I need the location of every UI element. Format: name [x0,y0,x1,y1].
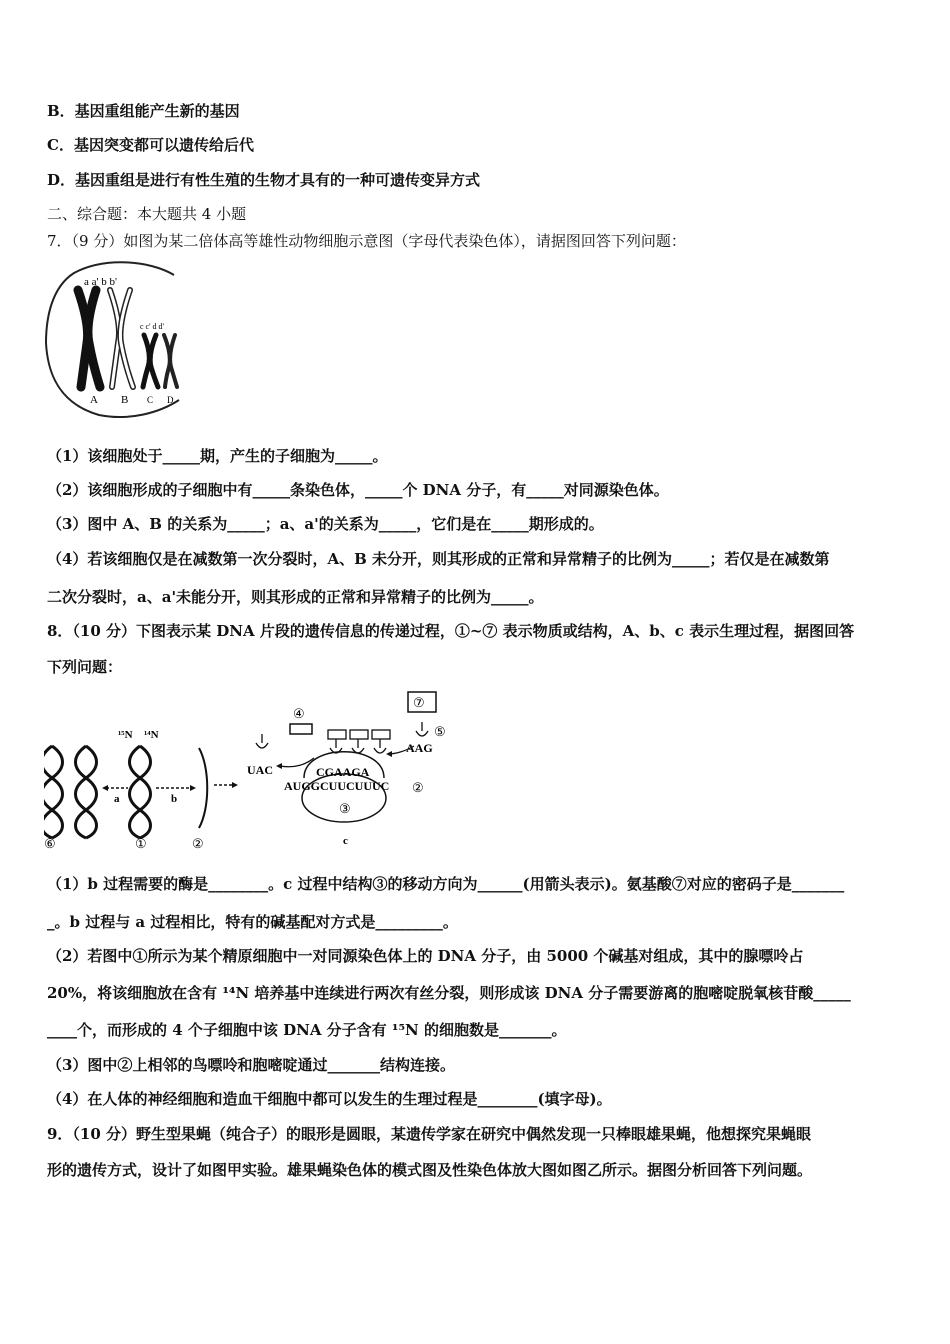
dna-helix-left-2 [76,746,97,838]
q9-stem-line2: 形的遗传方式，设计了如图甲实验。雄果蝇染色体的模式图及性染色体放大图如图乙所示。据图分析回答下列问题。 [47,1161,813,1179]
label-5: ⑤ [434,724,446,739]
label-15n: ¹⁵N [118,729,133,741]
q8-sub1-line1: （1）b 过程需要的酶是________。c 过程中结构③的移动方向为______(用箭头表示)。氨基酸⑦对应的密码子是_______ [47,875,845,893]
tag-4-box [290,724,312,734]
dna-helix-left-1 [44,746,63,838]
option-d: D．基因重组是进行有性生殖的生物才具有的一种可遗传变异方式 [47,171,481,189]
q7-sub4-line1: （4）若该细胞仅是在减数第一次分裂时，A、B 未分开，则其形成的正常和异常精子的比例为_____；若仅是在减数第 [47,550,830,568]
q7-sub2: （2）该细胞形成的子细胞中有_____条染色体，_____个 DNA 分子，有_____对同源染色体。 [47,481,669,499]
mrna-strand [199,748,207,828]
q8-stem-line2: 下列问题： [47,658,123,676]
arrow-a-head [102,785,108,791]
chromosome-label-d: D [167,395,174,405]
label-2: ② [192,836,204,851]
q7-stem: 7．（9 分）如图为某二倍体高等雄性动物细胞示意图（字母代表染色体），请据图回答下列问题： [47,232,686,250]
label-3: ③ [339,801,351,816]
q8-sub2-line2: 20%，将该细胞放在含有 ¹⁴N 培养基中连续进行两次有丝分裂，则形成该 DNA 分子需要游离的胞嘧啶脱氧核苷酸_____ [47,984,851,1002]
q8-sub2-line1: （2）若图中①所示为某个精原细胞中一对同源染色体上的 DNA 分子，由 5000 个碱基对组成，其中的腺嘌呤占 [47,947,804,965]
q8-sub4: （4）在人体的神经细胞和造血干细胞中都可以发生的生理过程是________(填字母)。 [47,1090,612,1108]
chromosome-label-c: C [147,395,154,405]
q8-stem-line1: 8．（10 分）下图表示某 DNA 片段的遗传信息的传递过程，①~⑦ 表示物质或结构，A、b、c 表示生理过程，据图回答 [47,622,855,640]
chromosome-label-a: A [90,394,98,406]
label-a: a [114,793,120,805]
q7-sub1: （1）该细胞处于_____期，产生的子细胞为_____。 [47,447,388,465]
chromosome-d [164,335,177,387]
label-7: ⑦ [413,695,425,710]
option-b: B．基因重组能产生新的基因 [47,102,240,120]
chromosome-figure [44,255,184,420]
chromosome-b [110,290,133,387]
q9-stem-line1: 9．（10 分）野生型果蝇（纯合子）的眼形是圆眼，某遗传学家在研究中偶然发现一只棒眼雄果蝇，他想探究果蝇眼 [47,1125,812,1143]
q8-sub2-line3: ____个，而形成的 4 个子细胞中该 DNA 分子含有 ¹⁵N 的细胞数是_______。 [47,1021,567,1039]
option-c: C．基因突变都可以遗传给后代 [47,136,254,154]
label-mrna-seq: AUGGCUUCUUUC [284,779,390,793]
label-cgaaga: CGAAGA [316,765,370,779]
q8-sub1-line2: _。b 过程与 a 过程相比，特有的碱基配对方式是_________。 [47,913,458,931]
chromosome-a [78,290,100,387]
dna-transfer-figure [44,688,464,858]
label-uac: UAC [247,763,273,777]
dna-helix-center [130,746,151,838]
label-c: c [343,835,348,847]
q7-sub3: （3）图中 A、B 的关系为_____；a、a'的关系为_____，它们是在_____期形成的。 [47,515,604,533]
chromosome-small-labels: c c' d d' [140,322,164,331]
section-title: 二、综合题：本大题共 4 小题 [47,205,247,223]
label-2b: ② [412,780,424,795]
q7-sub4-line2: 二次分裂时，a、a'未能分开，则其形成的正常和异常精子的比例为_____。 [47,588,544,606]
label-1: ① [135,836,147,851]
arrow-b-head [190,785,196,791]
label-aag: AAG [406,741,433,755]
chromosome-c [143,335,158,387]
label-b: b [171,793,178,805]
label-6: ⑥ [44,836,56,851]
chromosome-top-labels: a a' b b' [84,276,117,288]
q8-sub3: （3）图中②上相邻的鸟嘌呤和胞嘧啶通过_______结构连接。 [47,1056,455,1074]
chromosome-label-b: B [121,394,129,406]
label-14n: ¹⁴N [144,729,159,741]
label-4: ④ [293,706,305,721]
